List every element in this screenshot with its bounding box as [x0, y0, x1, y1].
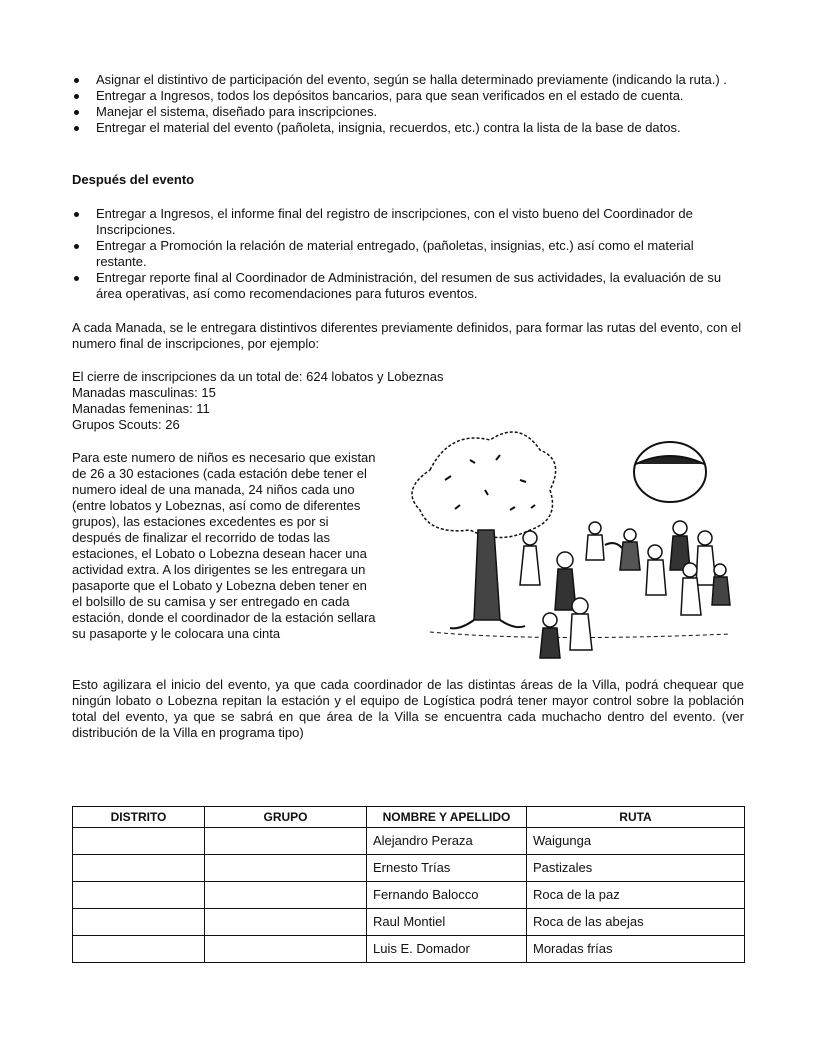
cell-grupo	[205, 855, 367, 882]
stations-section	[72, 450, 744, 660]
responsibilities-list	[72, 72, 744, 136]
cell-grupo	[205, 828, 367, 855]
stats-line: Grupos Scouts: 26	[72, 417, 180, 432]
header-ruta: RUTA	[527, 807, 745, 828]
cell-ruta: Roca de la paz	[527, 882, 745, 909]
cell-distrito	[73, 909, 205, 936]
stats-line: Manadas femeninas: 11	[72, 401, 210, 416]
list-item: Entregar a Ingresos, todos los depósitos bancarios, para que sean verificados en el estado de cuenta.	[72, 88, 744, 104]
cell-distrito	[73, 936, 205, 963]
table-row	[73, 882, 745, 909]
cell-ruta: Moradas frías	[527, 936, 745, 963]
cell-grupo	[205, 936, 367, 963]
list-item: Asignar el distintivo de participación del evento, según se halla determinado previamente (indicando la ruta.) .	[72, 72, 744, 88]
after-event-list	[72, 206, 744, 302]
cell-nombre: Fernando Balocco	[367, 882, 527, 909]
cell-distrito	[73, 828, 205, 855]
stats-line: Manadas masculinas: 15	[72, 385, 216, 400]
cell-grupo	[205, 909, 367, 936]
cell-distrito	[73, 882, 205, 909]
routes-table	[72, 806, 745, 963]
section-heading-after-event: Después del evento	[72, 172, 195, 187]
table-row	[73, 828, 745, 855]
cell-grupo	[205, 882, 367, 909]
header-distrito: DISTRITO	[73, 807, 205, 828]
cell-ruta: Waigunga	[527, 828, 745, 855]
intro-paragraph: A cada Manada, se le entregara distintivos diferentes previamente definidos, para formar las rutas del evento, con el numero final de inscripciones, por ejemplo:	[72, 320, 742, 351]
table-header-row	[73, 807, 745, 828]
cell-nombre: Luis E. Domador	[367, 936, 527, 963]
list-item: Entregar el material del evento (pañoleta, insignia, recuerdos, etc.) contra la lista de la base de datos.	[72, 120, 744, 136]
list-item: Entregar a Promoción la relación de material entregado, (pañoletas, insignias, etc.) así como el material restante.	[72, 238, 744, 270]
cell-ruta: Pastizales	[527, 855, 745, 882]
list-item: Entregar a Ingresos, el informe final del registro de inscripciones, con el visto bueno del Coordinador de Inscripciones.	[72, 206, 744, 238]
document-page	[72, 72, 744, 741]
cell-nombre: Alejandro Peraza	[367, 828, 527, 855]
stations-paragraph: Para este numero de niños es necesario que existan de 26 a 30 estaciones (cada estación debe tener el numero ideal de una manada, 24 niños cada uno (entre lobatos y Lobeznas, así como de diferentes grupos), las estaciones excedentes es por si después de finalizar el recorrido de todas las estaciones, el Lobato o Lobezna desean hacer una actividad extra. A los dirigentes se les entregara un pasaporte que el Lobato y Lobezna deben tener en el bolsillo de su camisa y ser entregado en cada estación, donde el coordinador de la estación sellara su pasaporte y le colocara una cinta	[72, 450, 376, 641]
cell-nombre: Raul Montiel	[367, 909, 527, 936]
cell-nombre: Ernesto Trías	[367, 855, 527, 882]
cell-ruta: Roca de las abejas	[527, 909, 745, 936]
header-grupo: GRUPO	[205, 807, 367, 828]
list-item: Entregar reporte final al Coordinador de Administración, del resumen de sus actividades, la evaluación de su área operativas, así como recomendaciones para futuros eventos.	[72, 270, 744, 302]
table-row	[73, 855, 745, 882]
cell-distrito	[73, 855, 205, 882]
stats-line: El cierre de inscripciones da un total de: 624 lobatos y Lobeznas	[72, 369, 444, 384]
table-row	[73, 936, 745, 963]
logistics-paragraph: Esto agilizara el inicio del evento, ya que cada coordinador de las distintas áreas de la Villa, podrá chequear que ningún lobato o Lobezna repitan la estación y el equipo de Logística podrá tener mayor control sobre la población total del evento, ya que se sabrá en que área de la Villa se encuentra cada muchacho dentro del evento. (ver distribución de la Villa en programa tipo)	[72, 677, 744, 740]
table-row	[73, 909, 745, 936]
list-item: Manejar el sistema, diseñado para inscripciones.	[72, 104, 744, 120]
scouts-tree-illustration	[390, 420, 740, 660]
header-nombre: NOMBRE Y APELLIDO	[367, 807, 527, 828]
